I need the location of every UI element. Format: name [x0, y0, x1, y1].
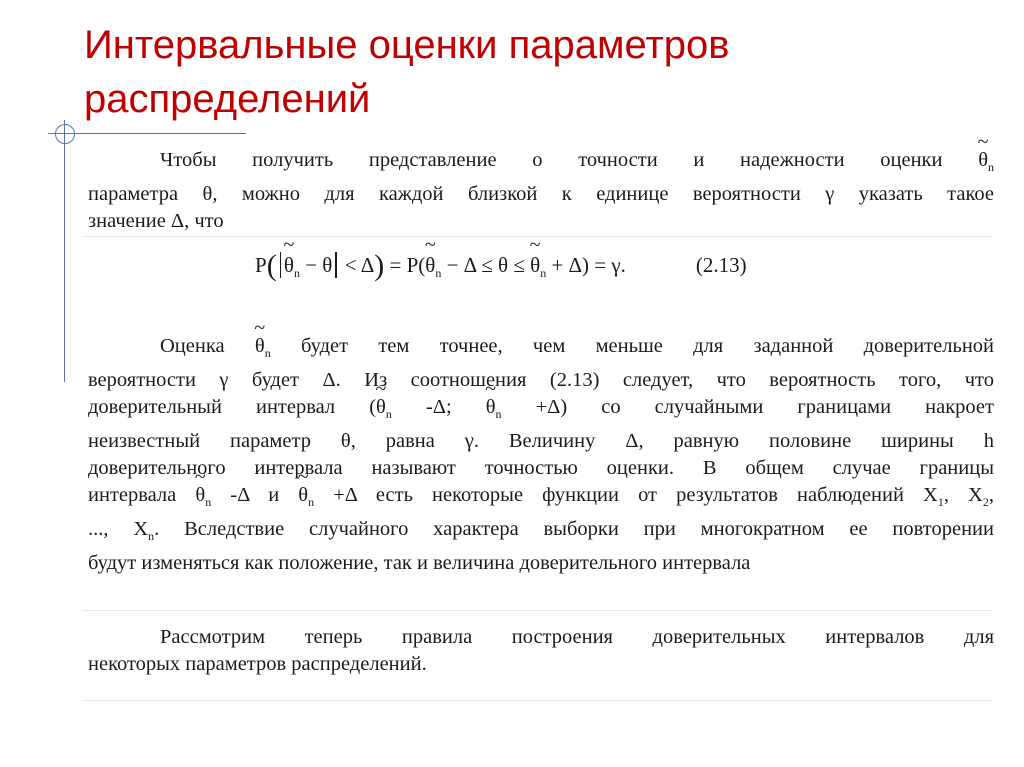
decorative-vertical-line [64, 120, 65, 382]
text-line: вероятности γ будет Δ. Из соотношения (2.13) следует, что вероятность того, что [88, 369, 994, 392]
formula-number: (2.13) [695, 253, 747, 277]
scan-shadow-line [82, 700, 992, 701]
text-line: параметра θ, можно для каждой близкой к единице вероятности γ указать такое [88, 183, 994, 206]
text-line: доверительный интервал (~ $\theta_n$ -Δ; ~ $\theta_n +\Delta$) со случайными границами накроет [88, 394, 994, 428]
title-line-2: распределений [84, 77, 371, 121]
decorative-horizontal-line [48, 133, 246, 134]
text-line: значение Δ, что [88, 210, 224, 233]
theta-estimate: ~ θ [978, 147, 988, 174]
text-line: будут изменяться как положение, так и величина доверительного интервала [88, 552, 751, 575]
text-line: ..., $X_n$. Вследствие случайного характера выборки при многократном ее повторении [88, 518, 994, 544]
slide-title [84, 18, 984, 126]
paragraph-3 [88, 624, 994, 678]
scan-shadow-line [82, 610, 992, 611]
text-line: неизвестный параметр θ, равна γ. Величину Δ, равную половине ширины h [88, 430, 994, 453]
decorative-circle [55, 124, 75, 144]
formula-2-13: P(~ $\theta_n - \theta < \Delta$) = P(~ $\theta_n - \Delta \le \theta$ ≤ ~ $\theta_n + \Delta) = \gamma$. (2.13) [255, 250, 747, 288]
text-line: Чтобы получить представление о точности и надежности оценки ~ $\theta_n$ [88, 147, 994, 181]
paragraph-2 [88, 333, 994, 577]
title-line-1: Интервальные оценки параметров [84, 23, 730, 67]
text-line: Рассмотрим теперь правила построения доверительных интервалов для [160, 626, 994, 648]
text-line: Оценка ~ $\theta_n$ будет тем точнее, чем меньше для заданной доверительной [88, 333, 994, 367]
text-line: некоторых параметров распределений. [88, 653, 427, 675]
text-line: интервала ~ $\theta_n$ -Δ и ~ $\theta_n +\Delta$ есть некоторые функции от результатов наблюдений $X_1$, $X_2$, [88, 482, 994, 516]
paragraph-1 [88, 147, 994, 235]
text-line: доверительного интервала называют точностью оценки. В общем случае границы [88, 457, 994, 480]
